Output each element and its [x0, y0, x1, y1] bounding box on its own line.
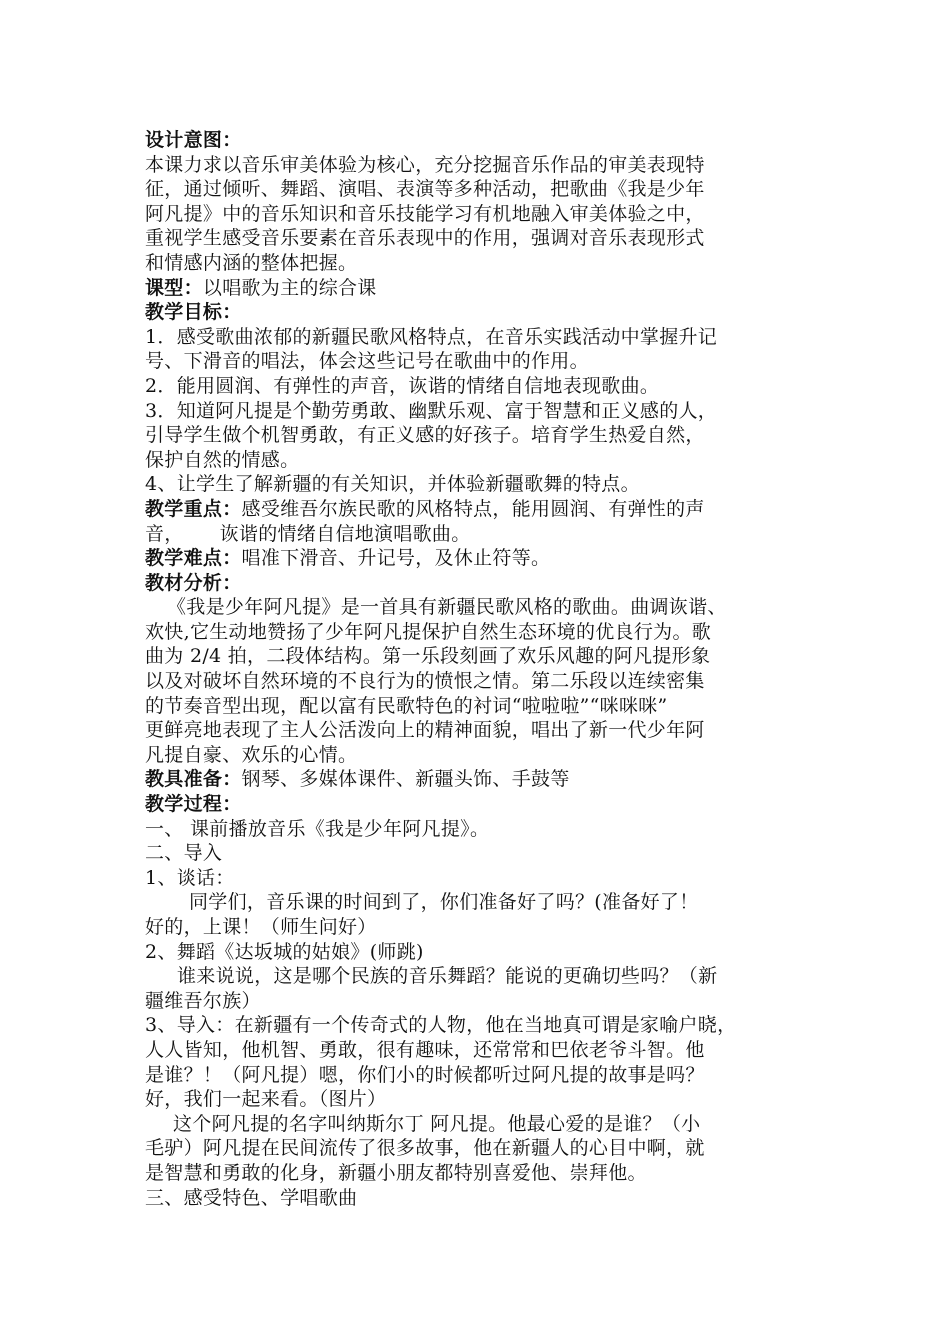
intro-line: 人人皆知，他机智、勇敢，很有趣味，还常常和巴依老爷斗智。他	[145, 1038, 705, 1061]
key-points-text: 感受维吾尔族民歌的风格特点，能用圆润、有弹性的声	[241, 497, 705, 520]
objective-line: 3．知道阿凡提是个勤劳勇敢、幽默乐观、富于智慧和正义感的人，	[145, 399, 718, 422]
design-intent-line: 重视学生感受音乐要素在音乐表现中的作用，强调对音乐表现形式	[145, 227, 705, 250]
talk-title: 1、谈话：	[145, 866, 235, 889]
process-step-3: 三、感受特色、学唱歌曲	[145, 1186, 358, 1209]
dance-line: 谁来说说，这是哪个民族的音乐舞蹈？能说的更确切些吗？（新	[177, 965, 718, 988]
design-intent-line: 和情感内涵的整体把握。	[145, 251, 358, 274]
design-intent-line: 本课力求以音乐审美体验为核心，充分挖掘音乐作品的审美表现特	[145, 153, 705, 176]
process-step-1: 一、 课前播放音乐《我是少年阿凡提》。	[145, 817, 490, 840]
story-line: 这个阿凡提的名字叫纳斯尔丁 阿凡提。他最心爱的是谁？（小	[173, 1112, 701, 1135]
key-points-text-b: 诙谐的情绪自信地演唱歌曲。	[219, 522, 471, 545]
objectives-heading: 教学目标：	[145, 301, 242, 324]
analysis-heading: 教材分析：	[145, 571, 242, 594]
objective-line: 引导学生做个机智勇敢，有正义感的好孩子。培育学生热爱自然，	[145, 424, 705, 447]
lesson-type-label: 课型：	[145, 276, 203, 299]
story-line: 毛驴）阿凡提在民间流传了很多故事，他在新疆人的心目中啊，就	[145, 1137, 705, 1160]
intro-line: 好，我们一起来看。（图片）	[145, 1088, 387, 1111]
document-page	[145, 128, 815, 1210]
talk-line: 好的，上课！（师生问好）	[145, 916, 377, 938]
analysis-line: 更鲜亮地表现了主人公活泼向上的精神面貌，唱出了新一代少年阿	[145, 719, 705, 742]
objective-line: 号、下滑音的唱法，体会这些记号在歌曲中的作用。	[145, 350, 589, 373]
talk-line: 同学们，音乐课的时间到了，你们准备好了吗？(准备好了！	[189, 891, 699, 914]
design-intent-line: 阿凡提》中的音乐知识和音乐技能学习有机地融入审美体验之中，	[145, 202, 705, 225]
analysis-line: 《我是少年阿凡提》是一首具有新疆民歌风格的歌曲。曲调诙谐、	[167, 596, 727, 619]
intro-line: 是谁？！（阿凡提）嗯，你们小的时候都听过阿凡提的故事是吗？	[145, 1063, 705, 1086]
materials	[145, 767, 815, 792]
story-line: 是智慧和勇敢的化身，新疆小朋友都特别喜爱他、崇拜他。	[145, 1161, 647, 1184]
materials-label: 教具准备：	[145, 768, 242, 791]
difficulties-value: 唱准下滑音、升记号，及休止符等。	[241, 547, 551, 570]
design-intent-line: 征，通过倾听、舞蹈、演唱、表演等多种活动，把歌曲《我是少年	[145, 178, 705, 201]
objective-line: 4、让学生了解新疆的有关知识，并体验新疆歌舞的特点。	[145, 473, 640, 496]
analysis-line: 曲为 2/4 拍，二段体结构。第一乐段刻画了欢乐风趣的阿凡提形象	[145, 645, 711, 668]
key-points-label: 教学重点：	[145, 497, 242, 520]
materials-value: 钢琴、多媒体课件、新疆头饰、手鼓等	[241, 768, 570, 791]
analysis-line: 凡提自豪、欢乐的心情。	[145, 743, 358, 766]
analysis-line: 欢快,它生动地赞扬了少年阿凡提保护自然生态环境的优良行为。歌	[145, 620, 712, 643]
lesson-type-value: 以唱歌为主的综合课	[202, 276, 377, 299]
dance-line: 疆维吾尔族）	[145, 989, 261, 1012]
key-points	[145, 497, 815, 522]
key-points-text-a: 音，	[145, 522, 184, 545]
intro-line: 3、导入：在新疆有一个传奇式的人物，他在当地真可谓是家喻户晓，	[145, 1014, 737, 1037]
objective-line: 1．感受歌曲浓郁的新疆民歌风格特点，在音乐实践活动中掌握升记	[145, 325, 718, 348]
lesson-type	[145, 276, 815, 301]
objective-line: 保护自然的情感。	[145, 448, 300, 471]
dance-title: 2、舞蹈《达坂城的姑娘》(师跳)	[145, 940, 424, 963]
analysis-line: 的节奏音型出现，配以富有民歌特色的衬词“啦啦啦”“咪咪咪”	[145, 694, 668, 717]
analysis-line: 以及对破坏自然环境的不良行为的愤恨之情。第二乐段以连续密集	[145, 670, 705, 693]
process-step-2: 二、导入	[145, 842, 223, 865]
difficulties-label: 教学难点：	[145, 547, 242, 570]
difficulties	[145, 546, 815, 571]
design-intent-heading: 设计意图：	[145, 129, 242, 151]
process-heading: 教学过程：	[145, 793, 242, 816]
key-points-continued	[145, 522, 815, 547]
objective-line: 2．能用圆润、有弹性的声音，诙谐的情绪自信地表现歌曲。	[145, 374, 660, 397]
